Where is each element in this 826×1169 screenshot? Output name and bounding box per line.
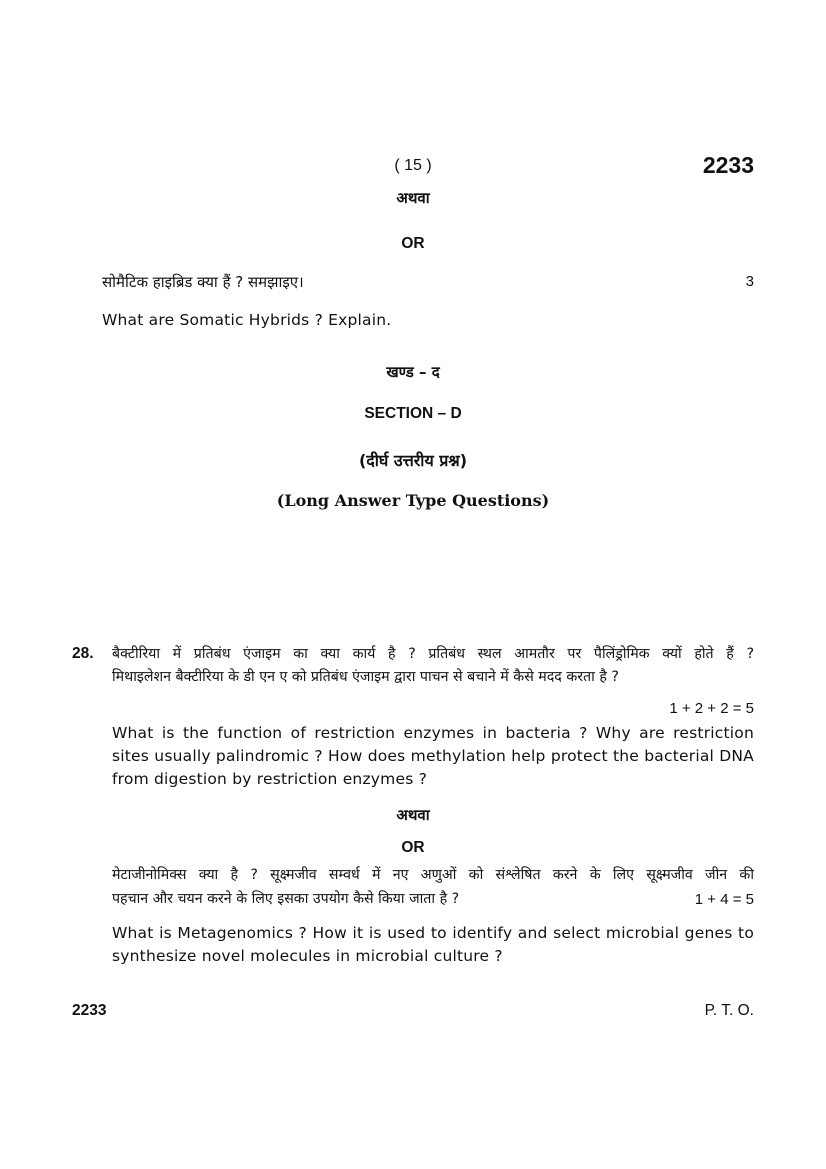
q28-hindi-line1: बैक्टीरिया में प्रतिबंध एंजाइम का क्या कार्य है ? प्रतिबंध स्थल आमतौर पर पैलिंड्रोमिक क्यों होते हैं ? bbox=[112, 646, 754, 662]
q27-alt-marks: 3 bbox=[745, 273, 754, 290]
q27-alt-english: What are Somatic Hybrids ? Explain. bbox=[102, 311, 392, 329]
section-hindi-subtitle: (दीर्घ उत्तरीय प्रश्न) bbox=[358, 451, 468, 470]
q28-athva-label: अथवा bbox=[396, 806, 430, 824]
q28-alt-hindi-line2: पहचान और चयन करने के लिए इसका उपयोग कैसे किया जाता है ? bbox=[112, 891, 460, 907]
q28-hindi-line2: मिथाइलेशन बैक्टीरिया के डी एन ए को प्रतिबंध एंजाइम द्वारा पाचन से बचाने में कैसे मदद करता है ? bbox=[112, 669, 619, 685]
page-number: ( 15 ) bbox=[394, 157, 432, 174]
q28-or-label: OR bbox=[401, 839, 425, 856]
q28-alt-english: What is Metagenomics ? How it is used to identify and select microbial genes to synthesize novel molecules in microbial culture ? bbox=[112, 924, 754, 965]
paper-code-header: 2233 bbox=[702, 152, 754, 178]
pto-label: P. T. O. bbox=[704, 1002, 754, 1019]
paper-code-footer: 2233 bbox=[72, 1002, 107, 1019]
q28-alt-hindi-line1: मेटाजीनोमिक्स क्या है ? सूक्ष्मजीव सम्वर्ध में नए अणुओं को संश्लेषित करने के लिए सूक्ष्मजीव जीन की bbox=[112, 867, 754, 883]
or-label: OR bbox=[401, 235, 425, 252]
section-subtitle: (Long Answer Type Questions) bbox=[276, 491, 550, 510]
q28-marks: 1 + 2 + 2 = 5 bbox=[669, 700, 754, 717]
q27-alt-hindi: सोमैटिक हाइब्रिड क्या हैं ? समझाइए। bbox=[102, 273, 304, 291]
q28-english: What is the function of restriction enzymes in bacteria ? Why are restriction sites usually palindromic ? How does methylation help protect the bacterial DNA from digestion by restriction enzymes ? bbox=[112, 724, 754, 788]
athva-label: अथवा bbox=[396, 189, 430, 207]
section-title: SECTION – D bbox=[364, 405, 462, 422]
question-number: 28. bbox=[72, 645, 94, 662]
section-hindi-title: खण्ड – द bbox=[386, 363, 440, 381]
q28-alt-marks: 1 + 4 = 5 bbox=[694, 891, 754, 908]
